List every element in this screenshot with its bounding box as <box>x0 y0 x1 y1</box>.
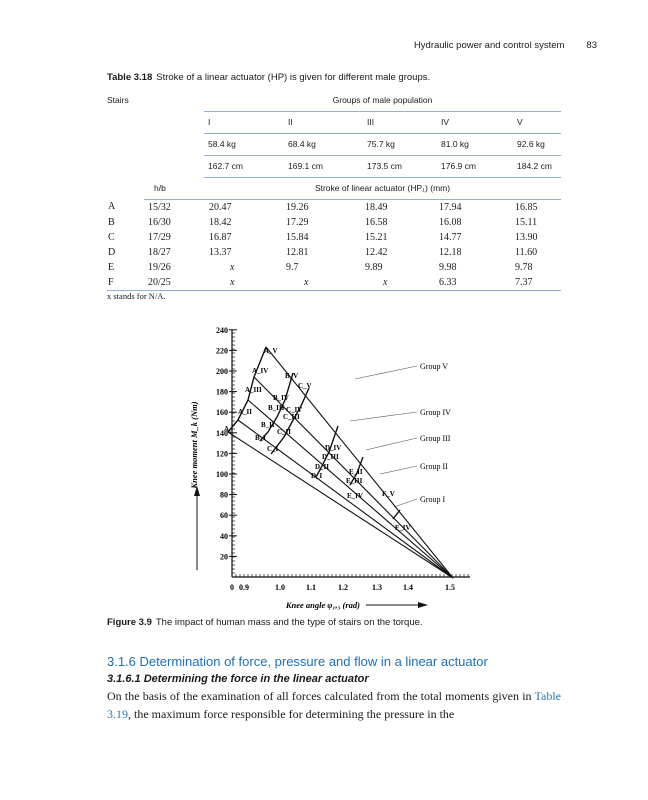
point-label: C_III <box>283 413 300 421</box>
y-tick-label: 80 <box>220 490 228 500</box>
y-tick-label: 40 <box>220 531 228 541</box>
point-label: A_IV <box>252 367 269 375</box>
y-tick-label: 160 <box>216 408 228 418</box>
height-cell: 184.2 cm <box>505 155 561 177</box>
group-line <box>248 400 453 578</box>
point-label: C_I <box>267 445 279 453</box>
point-label: A_III <box>245 386 262 394</box>
group-label: Group II <box>420 462 448 471</box>
group-header: IV <box>429 111 505 133</box>
hb-header: h/b <box>144 177 204 199</box>
stroke-value-cell: 16.08 <box>439 216 462 228</box>
point-label: A₁ <box>224 425 232 433</box>
point-label: B_II <box>261 421 275 429</box>
y-tick-label: 180 <box>216 387 228 397</box>
y-tick-label: 200 <box>216 367 228 376</box>
point-label: E_IV <box>347 492 363 500</box>
group-leader-line <box>394 499 417 507</box>
stairs-header: Stairs <box>107 95 129 105</box>
x-tick-label: 0 <box>230 583 234 592</box>
x-axis-arrow-head <box>418 602 428 608</box>
point-label: D_IV <box>325 444 342 452</box>
table-row <box>107 260 561 275</box>
table-row <box>107 230 561 245</box>
stroke-value-cell: x <box>276 275 355 291</box>
stroke-value-cell: 18.49 <box>365 201 388 213</box>
stair-cell: D <box>108 246 116 258</box>
stroke-value-cell: 9.7 <box>286 261 299 273</box>
groups-header: Groups of male population <box>204 89 561 111</box>
figure-caption-label: Figure 3.9 <box>107 617 152 628</box>
stroke-value-cell: 13.90 <box>515 231 538 243</box>
point-label: F_IV <box>395 524 411 532</box>
height-cell: 169.1 cm <box>276 155 355 177</box>
stroke-value-cell: 9.98 <box>439 261 457 273</box>
point-label: A_II <box>238 408 253 416</box>
group-header: I <box>204 111 276 133</box>
figure-caption <box>107 617 423 628</box>
group-header: III <box>355 111 429 133</box>
stroke-value-cell: 15.21 <box>365 231 388 243</box>
x-tick-label: 1.2 <box>338 583 348 592</box>
stair-cell: C <box>108 231 115 243</box>
point-label: D_II <box>315 463 330 471</box>
group-leader-line <box>350 412 417 421</box>
stroke-value-cell: 12.81 <box>286 246 309 258</box>
stroke-value-cell: 15.84 <box>286 231 309 243</box>
stair-cell: B <box>108 216 115 228</box>
subsection-heading: 3.1.6.1 Determining the force in the linear actuator <box>107 673 369 685</box>
group-label: Group V <box>420 362 449 371</box>
point-label: E_II <box>349 468 363 476</box>
group-line <box>228 432 453 578</box>
stair-cell: A <box>108 201 116 213</box>
table-row <box>107 275 561 291</box>
torque-figure <box>170 320 490 612</box>
group-leader-line <box>366 438 417 450</box>
table-caption <box>107 72 430 83</box>
stroke-header: Stroke of linear actuator (HP₁) (mm) <box>204 177 561 199</box>
y-tick-label: 120 <box>216 449 228 459</box>
page-number: 83 <box>586 40 597 51</box>
x-axis-title: Knee angle φ₁,₃ (rad) <box>285 600 360 610</box>
x-tick-label: 1.1 <box>306 583 316 592</box>
table-reference-link[interactable]: Table 3.19 <box>107 689 561 721</box>
stroke-value-cell: 18.42 <box>209 216 232 228</box>
group-header: II <box>276 111 355 133</box>
stroke-table <box>107 89 561 291</box>
stroke-value-cell: 7.37 <box>505 275 561 291</box>
point-label: B_III <box>268 404 285 412</box>
x-tick-label: 1.0 <box>275 583 285 592</box>
stroke-value-cell: x <box>355 275 429 291</box>
stroke-value-cell: 12.18 <box>439 246 462 258</box>
figure-caption-text: The impact of human mass and the type of stairs on the torque. <box>155 617 423 628</box>
stair-cell: E <box>108 261 115 273</box>
hb-cell: 20/25 <box>144 275 204 291</box>
stroke-value-cell: 13.37 <box>209 246 232 258</box>
point-label: D_III <box>322 453 339 461</box>
table-caption-text: Stroke of a linear actuator (HP) is given for different male groups. <box>156 72 431 83</box>
stair-boundary-line <box>393 510 400 519</box>
y-axis-title: Knee moment M_k (Nm) <box>189 401 199 489</box>
point-label: B_IV <box>273 394 289 402</box>
point-label: C_V <box>298 382 312 390</box>
stroke-value-cell: 9.89 <box>365 261 383 273</box>
table-footnote: x stands for N/A. <box>107 291 166 301</box>
hb-cell: 17/29 <box>148 231 171 243</box>
section-heading: 3.1.6 Determination of force, pressure and flow in a linear actuator <box>107 654 488 669</box>
point-label: A_V <box>264 347 278 355</box>
height-cell: 162.7 cm <box>204 155 276 177</box>
table-row <box>107 199 561 215</box>
table-row <box>107 245 561 260</box>
group-label: Group III <box>420 434 451 443</box>
stroke-value-cell: 16.87 <box>209 231 232 243</box>
paragraph-text-end: , the maximum force responsible for determining the pressure in the <box>128 706 455 721</box>
stroke-value-cell: 9.78 <box>515 261 533 273</box>
stroke-value-cell: x <box>204 275 276 291</box>
group-header: V <box>505 111 561 133</box>
y-tick-label: 20 <box>220 552 228 562</box>
table-caption-label: Table 3.18 <box>107 72 153 83</box>
point-label: B_I <box>255 434 266 442</box>
stroke-value-cell: 16.85 <box>515 201 538 213</box>
mass-cell: 75.7 kg <box>355 133 429 155</box>
point-label: D_I <box>311 472 323 480</box>
group-leader-line <box>380 466 417 474</box>
group-label: Group IV <box>420 408 451 417</box>
running-header <box>414 40 597 51</box>
mass-cell: 58.4 kg <box>204 133 276 155</box>
point-label: F_V <box>382 490 395 498</box>
point-label: E_III <box>346 477 363 485</box>
table-row <box>107 215 561 230</box>
stroke-value-cell: 19.26 <box>286 201 309 213</box>
hb-cell: 16/30 <box>148 216 171 228</box>
running-title: Hydraulic power and control system <box>413 40 565 51</box>
paragraph-text-start: On the basis of the examination of all forces calculated from the total moments given in <box>107 689 535 703</box>
x-tick-label: 1.4 <box>403 583 413 592</box>
stroke-value-cell: x <box>230 261 235 273</box>
y-tick-label: 240 <box>216 325 228 335</box>
y-tick-label: 220 <box>216 346 228 356</box>
point-label: C_IV <box>286 406 303 414</box>
stroke-value-cell: 17.94 <box>439 201 462 213</box>
height-cell: 176.9 cm <box>429 155 505 177</box>
y-tick-label: 100 <box>216 470 228 479</box>
y-tick-label: 60 <box>220 511 228 521</box>
stroke-value-cell: 12.42 <box>365 246 388 258</box>
stroke-value-cell: 11.60 <box>515 246 538 258</box>
x-tick-label: 1.3 <box>372 583 382 592</box>
point-label: B_V <box>285 372 299 380</box>
hb-cell: 18/27 <box>148 246 171 258</box>
stroke-value-cell: 14.77 <box>439 231 462 243</box>
group-leader-line <box>355 366 417 379</box>
stroke-value-cell: 20.47 <box>209 201 232 213</box>
y-tick-label: 140 <box>216 428 228 438</box>
stroke-value-cell: 16.58 <box>365 216 388 228</box>
stroke-value-cell: 6.33 <box>429 275 505 291</box>
x-tick-label: 1.5 <box>445 583 455 592</box>
group-label: Group I <box>420 495 446 504</box>
height-cell: 173.5 cm <box>355 155 429 177</box>
mass-cell: 68.4 kg <box>276 133 355 155</box>
stroke-value-cell: 15.11 <box>515 216 538 228</box>
hb-cell: 15/32 <box>148 201 171 213</box>
mass-cell: 92.6 kg <box>505 133 561 155</box>
stroke-value-cell: 17.29 <box>286 216 309 228</box>
mass-cell: 81.0 kg <box>429 133 505 155</box>
stair-cell: F <box>107 275 144 291</box>
x-tick-label: 0.9 <box>239 583 249 592</box>
body-paragraph <box>107 688 561 723</box>
point-label: C_II <box>277 428 292 436</box>
hb-cell: 19/26 <box>148 261 171 273</box>
